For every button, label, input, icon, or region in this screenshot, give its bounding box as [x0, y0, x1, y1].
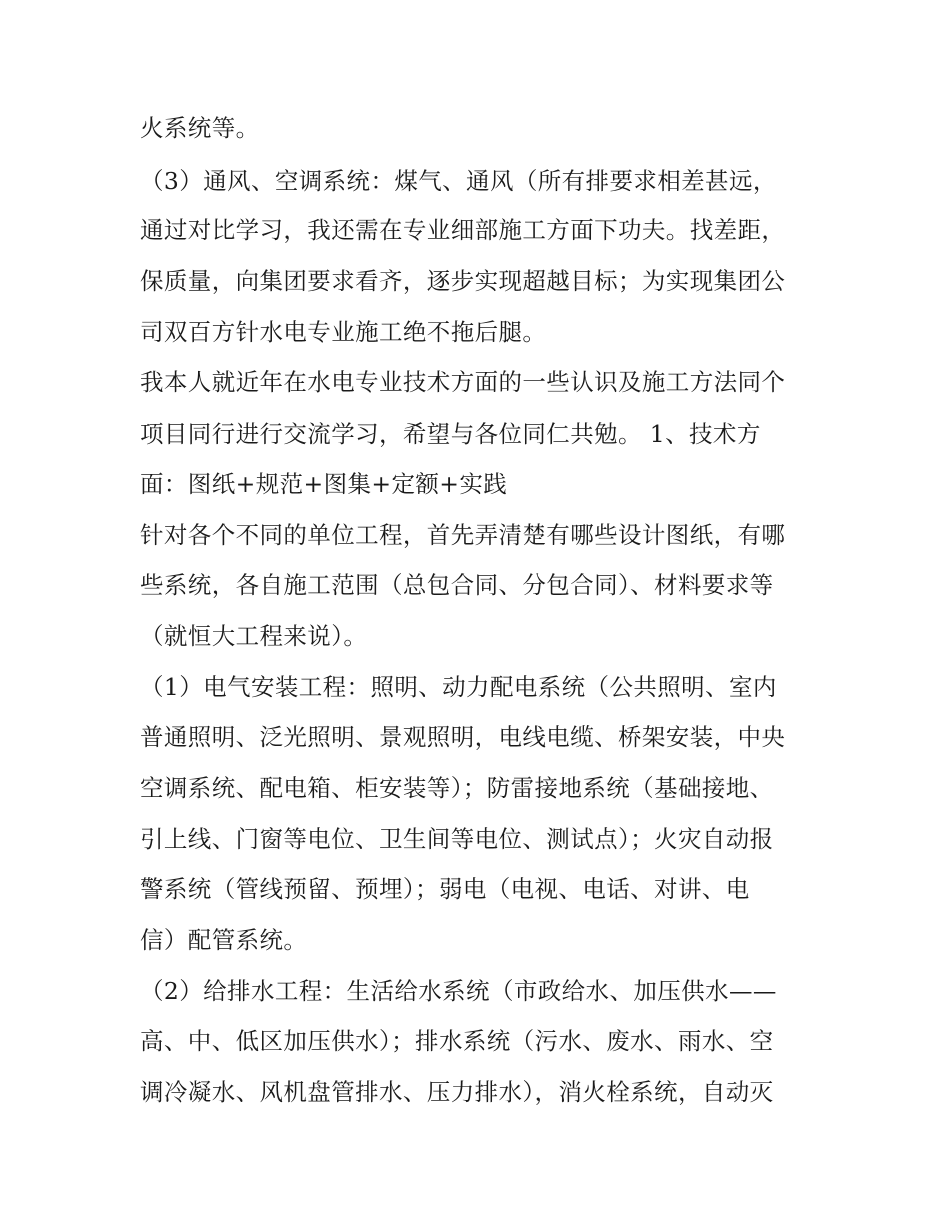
text-line: 项目同行进行交流学习，希望与各位同仁共勉。 1、技术方: [140, 420, 761, 448]
text-line: 调冷凝水、风机盘管排水、压力排水），消火栓系统，自动灭: [140, 1078, 774, 1106]
text-line: 高、中、低区加压供水）；排水系统（污水、废水、雨水、空: [140, 1027, 774, 1055]
text-line: （就恒大工程来说）。: [140, 622, 368, 650]
text-line: 信）配管系统。: [140, 926, 308, 954]
text-line: 保质量，向集团要求看齐，逐步实现超越目标；为实现集团公: [140, 267, 786, 295]
text-line: （1）电气安装工程：照明、动力配电系统（公共照明、室内: [140, 673, 777, 701]
text-line: 火系统等。: [140, 114, 260, 142]
text-line: 面：图纸+规范+图集+定额+实践: [140, 470, 508, 498]
text-line: （2）给排水工程：生活给水系统（市政给水、加压供水——: [140, 977, 777, 1005]
text-line: （3）通风、空调系统：煤气、通风（所有排要求相差甚远，: [140, 167, 777, 195]
text-line: 空调系统、配电箱、柜安装等）；防雷接地系统（基础接地、: [140, 774, 774, 802]
text-line: 通过对比学习，我还需在专业细部施工方面下功夫。找差距，: [140, 216, 786, 244]
text-line: 警系统（管线预留、预埋）；弱电（电视、电话、对讲、电: [140, 875, 750, 903]
text-line: 普通照明、泛光照明、景观照明，电线电缆、桥架安装，中央: [140, 723, 786, 751]
text-line: 针对各个不同的单位工程，首先弄清楚有哪些设计图纸，有哪: [140, 521, 786, 549]
text-line: 些系统，各自施工范围（总包合同、分包合同）、材料要求等: [140, 571, 774, 599]
text-line: 司双百方针水电专业施工绝不拖后腿。: [140, 318, 547, 346]
text-line: 我本人就近年在水电专业技术方面的一些认识及施工方法同个: [140, 368, 786, 396]
text-line: 引上线、门窗等电位、卫生间等电位、测试点）；火灾自动报: [140, 825, 774, 853]
